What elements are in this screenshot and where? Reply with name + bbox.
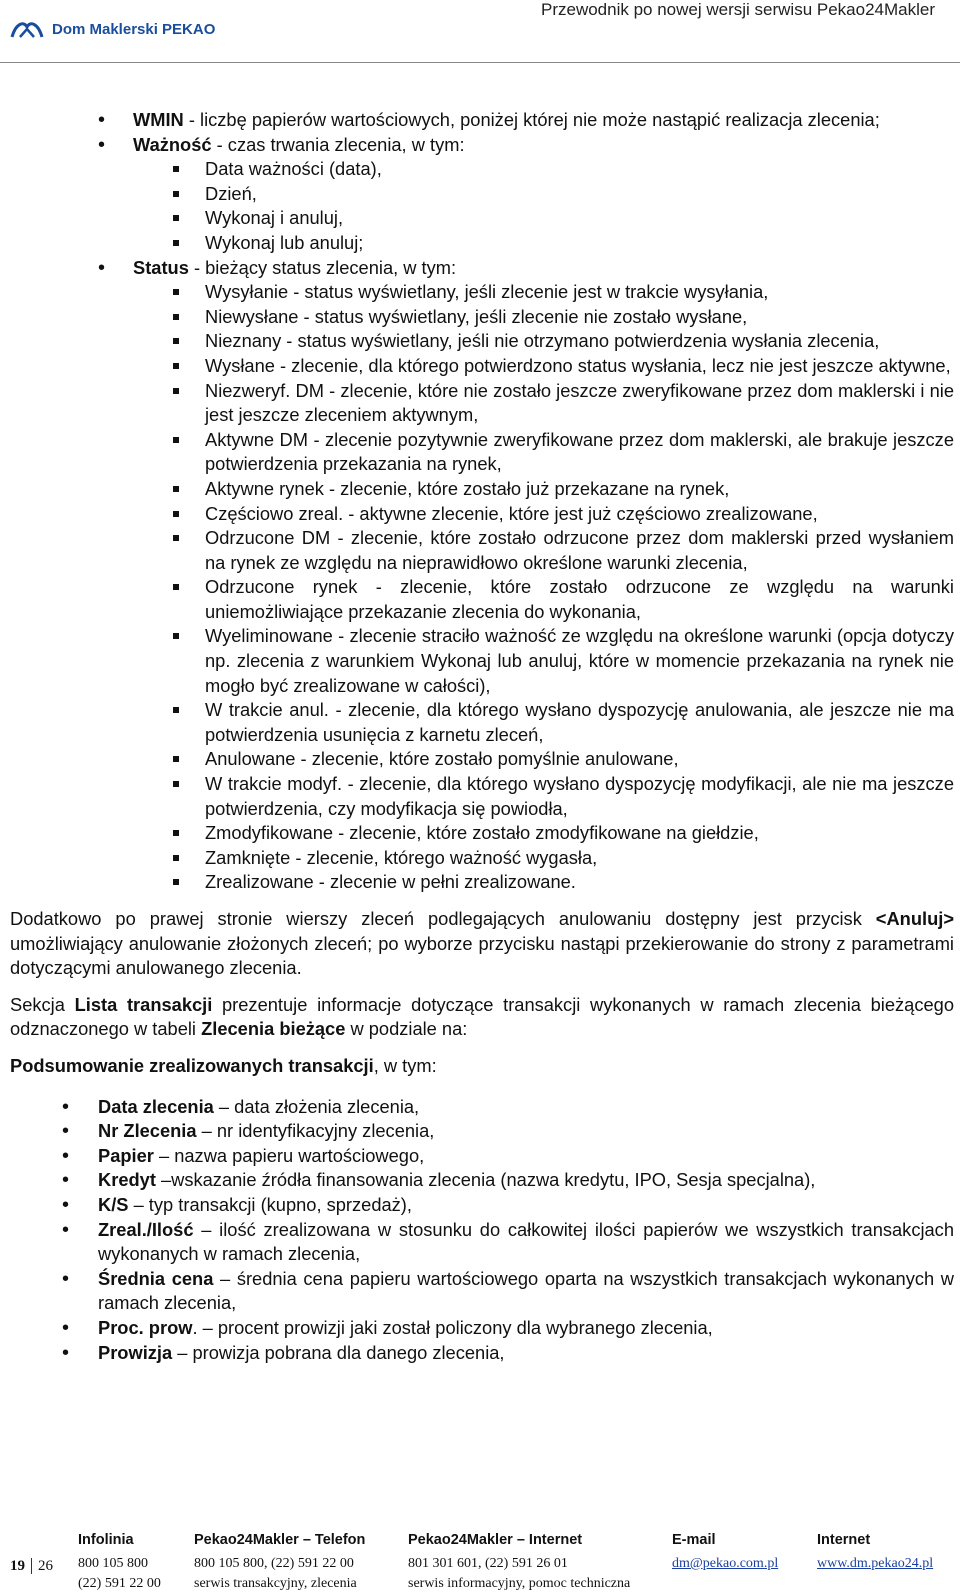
- footer-line: 800 105 800, (22) 591 22 00: [194, 1556, 354, 1571]
- logo: [10, 14, 215, 44]
- paragraph-cancel-button: Dodatkowo po prawej stronie wierszy zleceń podlegających anulowaniu dostępny jest przycisk <Anuluj> umożliwiający anulowanie złożonych zleceń; po wyborze przycisku nastąpi przekierowanie do strony z parametrami dotyczącymi anulowanego zlecenia.: [10, 908, 954, 979]
- header-divider: [0, 62, 960, 63]
- list-item: • Średnia cena – średnia cena papieru wartościowego oparta na wszystkich transakcjach wykonanych w ramach zlecenia,: [10, 1267, 954, 1316]
- page-total: 26: [38, 1558, 53, 1574]
- list-item: W trakcie modyf. - zlecenie, dla którego wysłano dyspozycję modyfikacji, ale nie ma jeszcze potwierdzenia, czy modyfikacja się powiodła,: [10, 772, 954, 821]
- list-item: • Ważność - czas trwania zlecenia, w tym: Data ważności (data), Dzień, Wykonaj i anuluj, Wykonaj lub anuluj;: [10, 133, 954, 256]
- footer-line: serwis transakcyjny, zlecenia: [194, 1576, 357, 1591]
- list-item: • Papier – nazwa papieru wartościowego,: [10, 1144, 954, 1169]
- list-item: • Prowizja – prowizja pobrana dla danego zlecenia,: [10, 1341, 954, 1366]
- footer-col-telefon: [194, 1530, 365, 1594]
- list-item: Data ważności (data),: [10, 157, 954, 182]
- list-item: Zrealizowane - zlecenie w pełni zrealizowane.: [10, 870, 954, 895]
- spacer: [10, 895, 954, 907]
- list-item: • K/S – typ transakcji (kupno, sprzedaż),: [10, 1193, 954, 1218]
- list-item: Aktywne rynek - zlecenie, które zostało już przekazane na rynek,: [10, 477, 954, 502]
- document-body: [10, 108, 954, 1365]
- footer-col-website: [817, 1530, 933, 1574]
- footer-col-email: [672, 1530, 778, 1574]
- footer-line: (22) 591 22 00: [78, 1576, 161, 1591]
- list-item: • Zreal./Ilość – ilość zrealizowana w stosunku do całkowitej ilości papierów we wszystkich transakcjach wykonanych w ramach zlecenia,: [10, 1218, 954, 1267]
- list-item: Wysłane - zlecenie, dla którego potwierdzono status wysłania, lecz nie jest jeszcze aktywne,: [10, 354, 954, 379]
- list-item: Odrzucone rynek - zlecenie, które zostało odrzucone ze względu na warunki uniemożliwiające przekazanie zlecenia do wykonania,: [10, 575, 954, 624]
- footer-heading: Infolinia: [78, 1532, 134, 1548]
- footer-heading: Internet: [817, 1532, 871, 1548]
- status-list: [10, 280, 954, 895]
- list-item: Odrzucone DM - zlecenie, które zostało odrzucone przez dom maklerski przed wysłaniem na rynek ze względu na nieprawidłowo określone warunki zlecenia,: [10, 526, 954, 575]
- paragraph-summary-heading: Podsumowanie zrealizowanych transakcji, w tym:: [10, 1054, 437, 1076]
- list-item: Niewysłane - status wyświetlany, jeśli zlecenie nie zostało wysłane,: [10, 305, 954, 330]
- list-item: Zmodyfikowane - zlecenie, które zostało zmodyfikowane na giełdzie,: [10, 821, 954, 846]
- pekao-logo-icon: [10, 17, 44, 41]
- validity-list: [10, 157, 954, 255]
- footer-heading: E-mail: [672, 1532, 716, 1548]
- list-item: • Proc. prow. – procent prowizji jaki został policzony dla wybranego zlecenia,: [10, 1316, 954, 1341]
- email-link[interactable]: dm@pekao.com.pl: [672, 1556, 779, 1571]
- website-link[interactable]: www.dm.pekao24.pl: [817, 1556, 934, 1571]
- list-item: Częściowo zreal. - aktywne zlecenie, które jest już częściowo zrealizowane,: [10, 502, 954, 527]
- list-item: Wysyłanie - status wyświetlany, jeśli zlecenie jest w trakcie wysyłania,: [10, 280, 954, 305]
- footer-heading: Pekao24Makler – Telefon: [194, 1532, 366, 1548]
- summary-list: [10, 1095, 954, 1366]
- footer-line: serwis informacyjny, pomoc techniczna: [408, 1576, 631, 1591]
- list-item: Niezweryf. DM - zlecenie, które nie zostało jeszcze zweryfikowane przez dom maklerski i nie jest jeszcze zleceniem aktywnym,: [10, 379, 954, 428]
- spacer: [10, 1079, 954, 1095]
- footer-line: 801 301 601, (22) 591 26 01: [408, 1556, 568, 1571]
- list-item: W trakcie anul. - zlecenie, dla którego wysłano dyspozycję anulowania, ale jeszcze nie ma potwierdzenia usunięcia z karnetu zleceń,: [10, 698, 954, 747]
- page-header: [0, 0, 960, 64]
- list-item: • Kredyt –wskazanie źródła finansowania zlecenia (nazwa kredytu, IPO, Sesja specjalna),: [10, 1168, 954, 1193]
- paragraph-transaction-list: Sekcja Lista transakcji prezentuje informacje dotyczące transakcji wykonanych w ramach zlecenia bieżącego odznaczonego w tabeli Zlecenia bieżące w podziale na:: [10, 993, 954, 1040]
- document-title: Przewodnik po nowej wersji serwisu Pekao24Makler: [540, 0, 935, 19]
- list-item: Nieznany - status wyświetlany, jeśli nie otrzymano potwierdzenia wysłania zlecenia,: [10, 329, 954, 354]
- footer-col-internet-service: [408, 1530, 630, 1594]
- order-fields-list: [10, 108, 954, 895]
- page-number: [10, 1558, 53, 1575]
- list-item: Aktywne DM - zlecenie pozytywnie zweryfikowane przez dom maklerski, ale brakuje jeszcze potwierdzenia przekazania na rynek,: [10, 428, 954, 477]
- spacer: [10, 1042, 954, 1054]
- list-item: Wykonaj lub anuluj;: [10, 231, 954, 256]
- list-item: Wykonaj i anuluj,: [10, 206, 954, 231]
- list-item: • Nr Zlecenia – nr identyfikacyjny zlecenia,: [10, 1119, 954, 1144]
- list-item: • Data zlecenia – data złożenia zlecenia,: [10, 1095, 954, 1120]
- footer-col-infolinia: [78, 1530, 161, 1594]
- logo-text: Dom Maklerski PEKAO: [52, 20, 216, 38]
- list-item: • WMIN - liczbę papierów wartościowych, poniżej której nie może nastąpić realizacja zlecenia;: [10, 108, 954, 133]
- list-item: Wyeliminowane - zlecenie straciło ważność ze względu na określone warunki (opcja dotyczy np. zlecenia z warunkiem Wykonaj lub anuluj, które w momencie przekazania na rynek nie mogło być zrealizowane w całości),: [10, 624, 954, 698]
- list-item: Zamknięte - zlecenie, którego ważność wygasła,: [10, 846, 954, 871]
- spacer: [10, 981, 954, 993]
- list-item: • Status - bieżący status zlecenia, w tym: Wysyłanie - status wyświetlany, jeśli zlecenie jest w trakcie wysyłania, Niewysłane - status wyświetlany, jeśli zlecenie nie zostało wysłane, Nieznany - status wyświetlany, jeśli nie otrzymano potwierdzenia wysłania zlecenia, Wysłane - zlecenie, dla którego potwierdzono status wysłania, lecz nie jest jeszcze aktywne, Niezweryf. DM - zlecenie, które nie zostało jeszcze zweryfikowane przez dom maklerski i nie jest jeszcze zleceniem aktywnym, Aktywne DM - zlecenie pozytywnie zweryfikowane przez dom maklerski, ale brakuje jeszcze potwierdzenia przekazania na rynek, Aktywne rynek - zlecenie, które zostało już przekazane na rynek, Częściowo zreal. - aktywne zlecenie, które jest już częściowo zrealizowane, Odrzucone DM - zlecenie, które zostało odrzucone przez dom maklerski przed wysłaniem na rynek ze względu na nieprawidłowo określone warunki zlecenia, Odrzucone rynek - zlecenie, które zostało odrzucone ze względu na warunki uniemożliwiające przekazanie zlecenia do wykonania, Wyeliminowane - zlecenie straciło ważność ze względu na określone warunki (opcja dotyczy np. zlecenia z warunkiem Wykonaj lub anuluj, które w momencie przekazania na rynek nie mogło być zrealizowane w całości), W trakcie anul. - zlecenie, dla którego wysłano dyspozycję anulowania, ale jeszcze nie ma potwierdzenia usunięcia z karnetu zleceń, Anulowane - zlecenie, które zostało pomyślnie anulowane, W trakcie modyf. - zlecenie, dla którego wysłano dyspozycję modyfikacji, ale nie ma jeszcze potwierdzenia, czy modyfikacja się powiodła, Zmodyfikowane - zlecenie, które zostało zmodyfikowane na giełdzie, Zamknięte - zlecenie, którego ważność wygasła, Zrealizowane - zlecenie w pełni zrealizowane.: [10, 256, 954, 895]
- page-current: 19: [10, 1558, 25, 1574]
- page-footer: [0, 1530, 960, 1592]
- footer-line: 800 105 800: [78, 1556, 148, 1571]
- list-item: Dzień,: [10, 182, 954, 207]
- footer-heading: Pekao24Makler – Internet: [408, 1532, 583, 1548]
- list-item: Anulowane - zlecenie, które zostało pomyślnie anulowane,: [10, 747, 954, 772]
